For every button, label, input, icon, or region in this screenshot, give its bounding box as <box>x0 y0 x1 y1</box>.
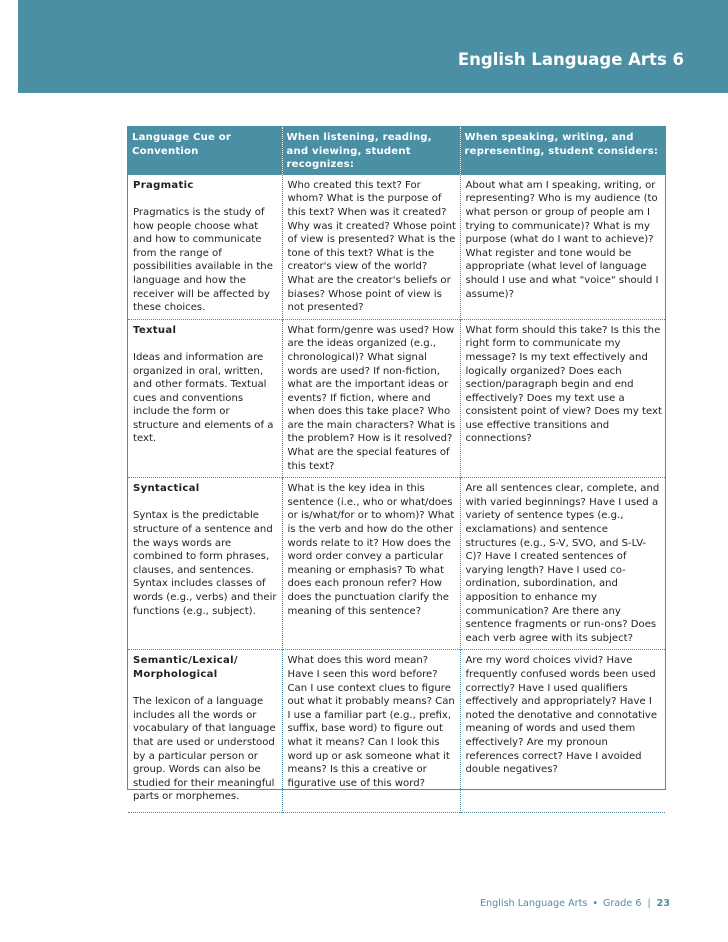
recognizes-cell: What does this word mean? Have I seen this word before? Can I use context clues to figure out what it probably means? Can I use a familiar part (e.g., prefix, suffix, base word) to figure out what it means? Can I look this word up or ask someone what it means? Is this a creative or figurative use of this word? <box>282 650 460 813</box>
page-footer <box>480 898 670 909</box>
document-title: English Language Arts 6 <box>457 50 684 69</box>
table-row-semantic <box>128 650 665 813</box>
cue-description: Syntax is the predictable structure of a sentence and the ways words are combined to form phrases, clauses, and sentences. Syntax includes classes of words (e.g., verbs) and their functions (e.g., subject). <box>133 510 277 617</box>
table-row-textual <box>128 319 665 478</box>
cue-name: Textual <box>133 324 177 336</box>
cue-description: Ideas and information are organized in oral, written, and other formats. Textual cues and conventions include the form or structure and elements of a text. <box>133 351 274 445</box>
table-row-pragmatic <box>128 175 665 319</box>
page-number: 23 <box>656 898 671 909</box>
cue-description: The lexicon of a language includes all the words or vocabulary of that language that are used or understood by a particular person or group. Words can also be studied for their meaningful parts or morphemes. <box>133 696 276 803</box>
recognizes-cell: What form/genre was used? How are the ideas organized (e.g., chronological)? What signal words are used? If non-fiction, what are the important ideas or events? If fiction, where and when does this take place? Who are the main characters? What is the problem? How is it resolved? What are the special features of this text? <box>282 319 460 478</box>
language-cue-table <box>128 127 665 813</box>
cue-cell <box>128 319 282 478</box>
cue-description: Pragmatics is the study of how people choose what and how to communicate from the range of possibilities available in the language and how the receiver will be affected by these choices. <box>133 206 273 314</box>
header-band <box>18 0 728 93</box>
cue-cell <box>128 650 282 813</box>
column-header-considers: When speaking, writing, and representing, student considers: <box>460 127 665 175</box>
footer-subject: English Language Arts <box>480 898 588 909</box>
table-header-row <box>128 127 665 175</box>
considers-cell: About what am I speaking, writing, or representing? Who is my audience (to what person or group of people am I trying to communicate)? What is my purpose (what do I want to achieve)? What register and tone would be appropriate (what level of language should I use and what "voice" should I assume)? <box>465 179 659 300</box>
considers-cell: Are all sentences clear, complete, and with varied beginnings? Have I used a variety of sentence types (e.g., exclamations) and sentence structures (e.g., S-V, SVO, and S-LV-C)? Have I created sentences of varying length? Have I used co-ordination, subordination, and apposition to enhance my communication? Are there any sentence fragments or run-ons? Does each verb agree with its subject? <box>465 483 660 644</box>
footer-grade: Grade 6 <box>603 898 642 909</box>
footer-divider: | <box>647 898 651 909</box>
recognizes-cell: What is the key idea in this sentence (i.e., who or what/does or is/what/for or to whom)? What is the verb and how do the other words relate to it? How does the word order convey a particular meaning or emphasis? To what does each pronoun refer? How does the punctuation clarify the meaning of this sentence? <box>282 478 460 650</box>
cue-name: Pragmatic <box>133 179 194 191</box>
cue-cell <box>128 478 282 650</box>
table-row-syntactical <box>128 478 665 650</box>
recognizes-cell: Who created this text? For whom? What is the purpose of this text? When was it created? Why was it created? Whose point of view is presented? What is the tone of this text? What is the creator's view of the world? What are the creator's beliefs or biases? Whose point of view is not presented? <box>282 175 460 319</box>
considers-cell: Are my word choices vivid? Have frequently confused words been used correctly? Have I used qualifiers effectively and appropriately? Have I noted the denotative and connotative meaning of words and used them effectively? Are my pronoun references correct? Have I avoided double negatives? <box>465 655 658 776</box>
cue-name: Syntactical <box>133 483 200 495</box>
considers-cell: What form should this take? Is this the right form to communicate my message? Is my text effectively and logically organized? Does each section/paragraph begin and end effectively? Does my text use a consistent point of view? Does my text use effective transitions and connections? <box>465 324 662 445</box>
column-header-cue: Language Cue or Convention <box>128 127 282 175</box>
cue-name: Semantic/Lexical/ Morphological <box>133 655 238 680</box>
cue-cell <box>128 175 282 319</box>
column-header-recognizes: When listening, reading, and viewing, student recognizes: <box>282 127 460 175</box>
footer-bullet: • <box>592 898 599 909</box>
